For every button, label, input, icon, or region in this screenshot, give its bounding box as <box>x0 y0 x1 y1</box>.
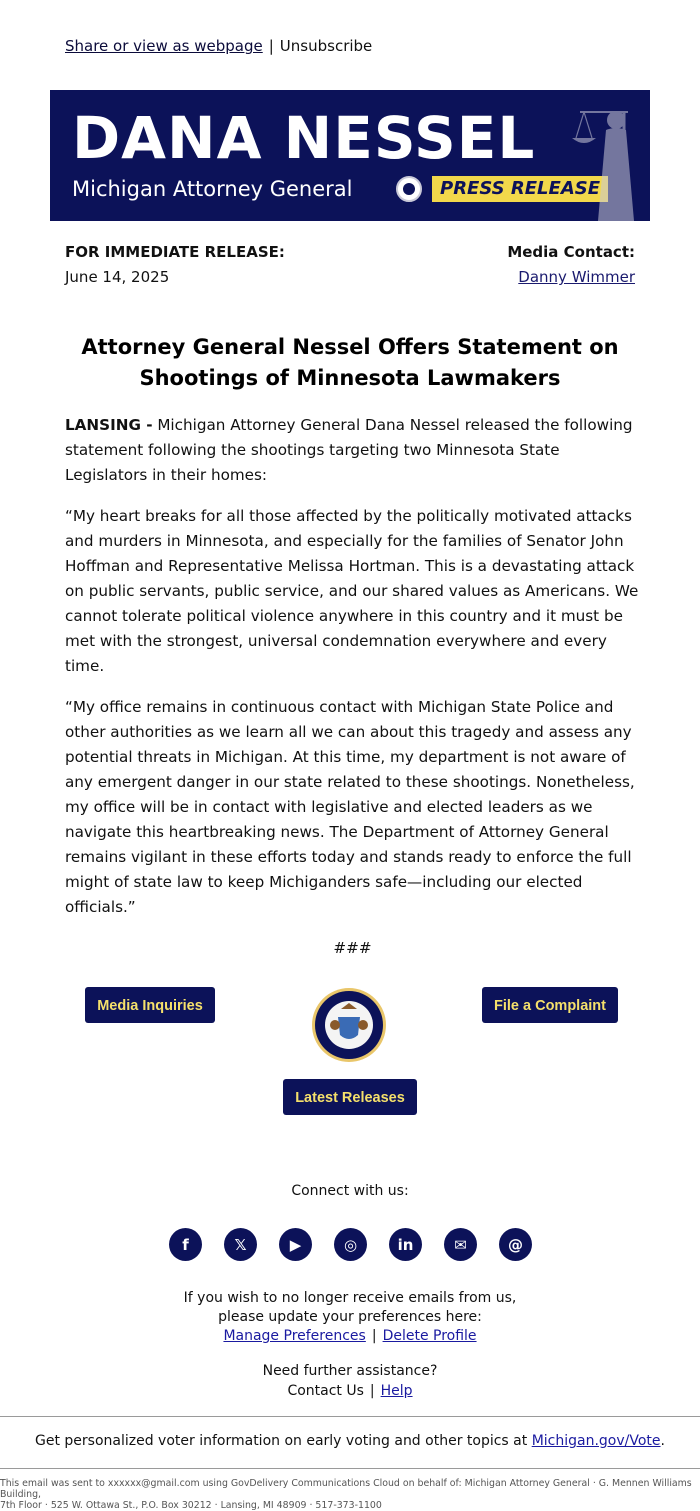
separator: | <box>369 1383 375 1399</box>
quote-paragraph-2: “My office remains in continuous contact with Michigan State Police and other authorities as we learn all we can about this tragedy and assess any potential threats in Michigan. At this time, my department is not aware of any emergent danger in our state related to these shootings. Nonetheless, my office will be in contact with legislative and elected leaders as we navigate this heartbreaking news. The Department of Attorney General remains vigilant in these efforts today and stands ready to enforce the full might of state law to keep Michiganders safe—including our elected officials.” <box>65 698 635 916</box>
delete-profile-link[interactable]: Delete Profile <box>382 1328 477 1344</box>
preferences-section <box>0 1289 700 1346</box>
article-body <box>65 413 640 961</box>
footer-line-1: This email was sent to xxxxxx@gmail.com using GovDelivery Communications Cloud on behalf of: Michigan Attorney General · G. Mennen Williams Building, <box>0 1478 692 1500</box>
manage-preferences-link[interactable]: Manage Preferences <box>223 1328 366 1344</box>
voter-end: . <box>660 1433 665 1449</box>
media-inquiries-button[interactable]: Media Inquiries <box>85 987 215 1023</box>
divider <box>0 1468 700 1469</box>
facebook-icon[interactable]: f <box>169 1228 202 1261</box>
page-title <box>65 332 635 394</box>
voter-info <box>0 1433 700 1449</box>
intro-text: Michigan Attorney General Dana Nessel released the following statement following the shootings targeting two Minnesota State Legislators in their homes: <box>65 416 633 484</box>
media-contact-link[interactable]: Danny Wimmer <box>518 268 635 286</box>
latest-releases-button[interactable]: Latest Releases <box>283 1079 417 1115</box>
media-contact-label: Media Contact: <box>507 243 635 261</box>
contact-us-link[interactable]: Contact Us <box>287 1383 364 1399</box>
banner-subtitle: Michigan Attorney General <box>72 177 353 201</box>
release-info <box>65 240 285 290</box>
instagram-icon[interactable]: ◎ <box>334 1228 367 1261</box>
email-icon[interactable]: ✉ <box>444 1228 477 1261</box>
release-date: June 14, 2025 <box>65 268 170 286</box>
assistance-section <box>0 1361 700 1401</box>
lady-justice-icon <box>550 90 650 221</box>
headline-line-2: Shootings of Minnesota Lawmakers <box>139 366 561 390</box>
unsubscribe-link[interactable]: Unsubscribe <box>279 37 373 55</box>
separator: | <box>371 1328 377 1344</box>
separator: | <box>268 37 274 55</box>
prefs-line-1: If you wish to no longer receive emails from us, <box>183 1290 517 1306</box>
top-links <box>65 37 372 55</box>
quote-paragraph-1: “My heart breaks for all those affected by the politically motivated attacks and murders in Minnesota, and especially for the families of Senator John Hoffman and Representative Melissa Hortman. This is a devastating attack on public servants, public service, and our shared values as Americans. We cannot tolerate political violence anywhere in this country and it must be met with the strongest, universal condemnation everywhere and every time. <box>65 507 639 675</box>
media-contact <box>507 240 635 290</box>
end-mark: ### <box>333 939 372 957</box>
intro-paragraph <box>65 413 640 488</box>
headline-line-1: Attorney General Nessel Offers Statement on <box>81 335 619 359</box>
file-complaint-button[interactable]: File a Complaint <box>482 987 618 1023</box>
attorney-general-seal-icon <box>311 987 387 1063</box>
voter-text: Get personalized voter information on early voting and other topics at <box>35 1433 532 1449</box>
press-release-banner <box>50 90 650 221</box>
press-release-tag: PRESS RELEASE <box>432 176 608 202</box>
threads-icon[interactable]: @ <box>499 1228 532 1261</box>
footer-note <box>0 1478 700 1511</box>
x-icon[interactable]: 𝕏 <box>224 1228 257 1261</box>
help-link[interactable]: Help <box>380 1383 413 1399</box>
connect-label: Connect with us: <box>291 1183 409 1199</box>
prefs-line-2: please update your preferences here: <box>218 1309 482 1325</box>
banner-name: DANA NESSEL <box>72 104 536 172</box>
share-webpage-link[interactable]: Share or view as webpage <box>65 37 263 55</box>
state-seal-icon <box>396 176 422 202</box>
dateline: LANSING - <box>65 416 153 434</box>
footer-line-2: 7th Floor · 525 W. Ottawa St., P.O. Box 30212 · Lansing, MI 48909 · 517-373-1100 <box>0 1500 382 1511</box>
divider <box>0 1416 700 1417</box>
linkedin-icon[interactable]: in <box>389 1228 422 1261</box>
michigan-vote-link[interactable]: Michigan.gov/Vote <box>531 1433 661 1449</box>
youtube-icon[interactable]: ▶ <box>279 1228 312 1261</box>
release-label: FOR IMMEDIATE RELEASE: <box>65 243 285 261</box>
assist-question: Need further assistance? <box>262 1363 438 1379</box>
